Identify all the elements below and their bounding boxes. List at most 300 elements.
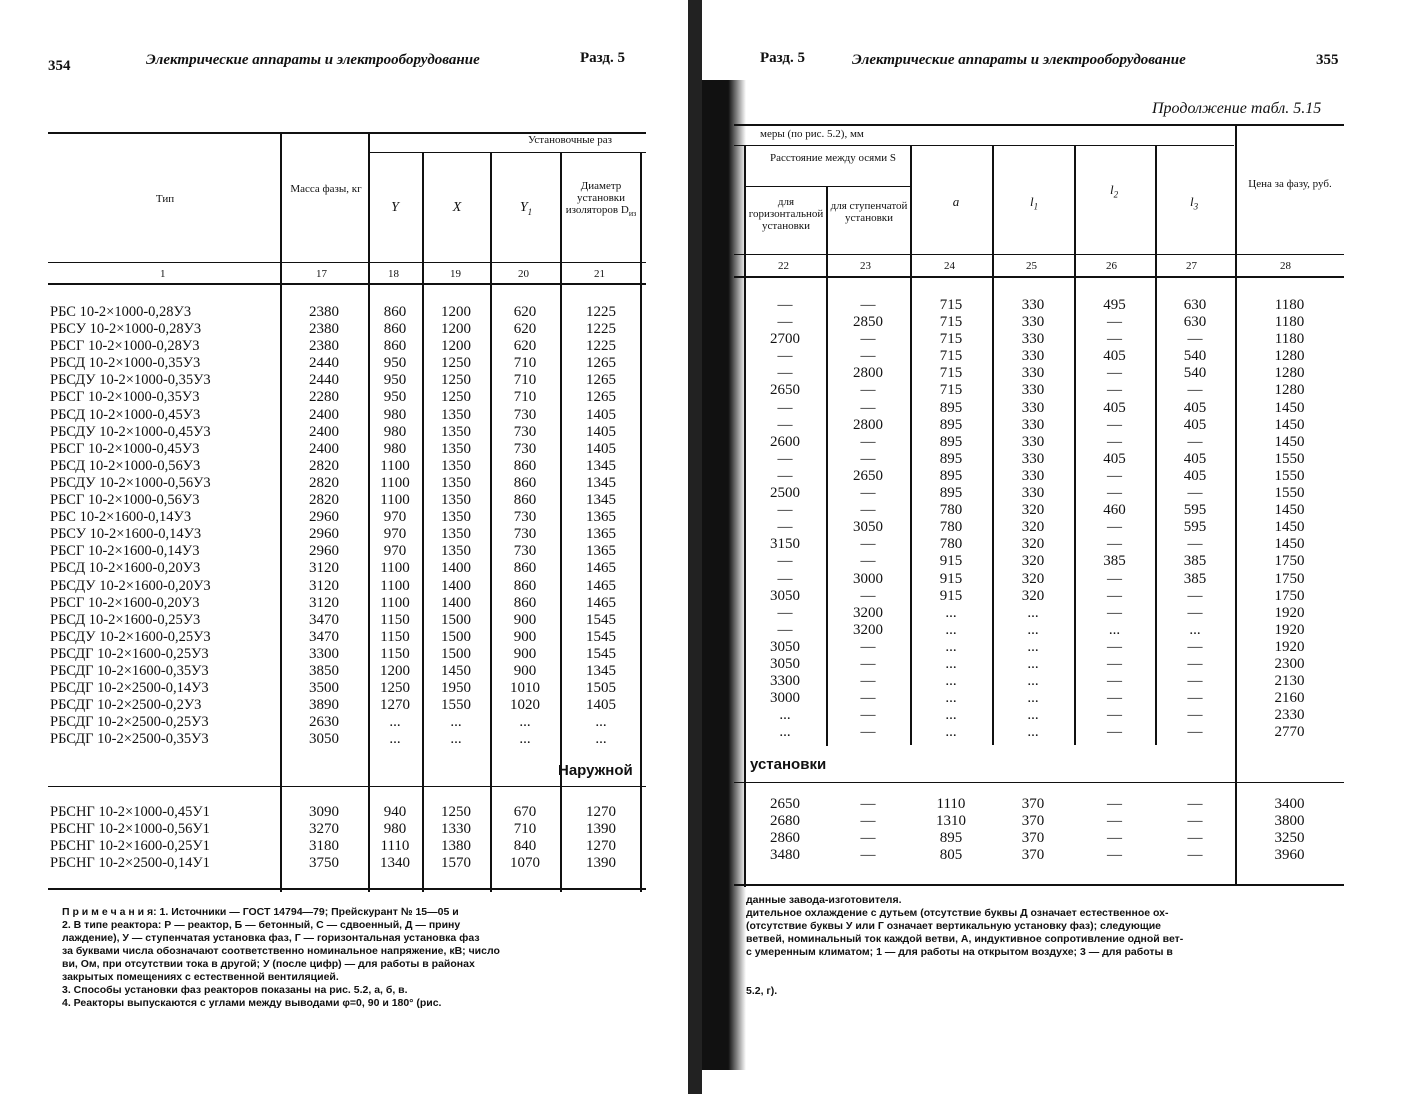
table-row [744,314,1344,331]
table-cell: 895 [939,416,963,433]
table-cell: 1465 [586,577,616,594]
col-header-l3: $l_3$ [1189,194,1199,212]
table-row [48,560,642,577]
table-cell: 1180 [1274,314,1305,331]
table-cell: 330 [1021,485,1045,502]
table-row [744,400,1344,417]
table-cell: 710 [513,389,537,406]
table-cell: РБСД 10-2×1000-0,56У3 [50,457,201,474]
table-cell: 1550 [1274,450,1305,467]
table-cell: 320 [1021,553,1045,570]
table-cell: 330 [1021,467,1045,484]
table-cell: 980 [383,440,407,457]
table-cell: — [1107,331,1122,348]
table-cell: 1200 [441,304,471,320]
section-heading-outdoor: установки [750,756,827,773]
table-cell: РБСУ 10-2×1600-0,14У3 [50,526,202,543]
table-cell: — [860,830,876,847]
table-cell: 620 [513,338,537,355]
table-cell: — [1187,830,1203,847]
table-row [48,304,642,321]
table-cell: 370 [1021,847,1045,864]
table-cell: 2300 [1274,655,1305,672]
table-cell: 730 [513,509,537,526]
col-header-diameter: Диаметр установки изоляторов $D_{из}$ [565,180,637,219]
table-cell: ... [779,707,791,724]
table-cell: — [1187,433,1203,450]
table-cell: 1750 [1274,570,1305,587]
col-number: 27 [1186,260,1197,272]
table-cell: 540 [1183,365,1207,382]
table-row [744,707,1344,724]
table-cell: 2850 [853,314,883,331]
col-header-type: Тип [155,193,175,205]
table-cell: РБСД 10-2×1600-0,25У3 [50,611,201,628]
table-cell: 1100 [380,492,410,509]
table-cell: 1150 [380,645,410,662]
note-line: данные завода-изготовителя. [746,894,902,906]
table-cell: 2820 [309,457,339,474]
table-cell: — [1107,604,1122,621]
table-cell: — [1107,365,1122,382]
notes-right [746,894,1346,998]
table-cell: 715 [939,314,963,331]
table-cell: 370 [1021,796,1045,812]
table-cell: 710 [513,355,537,372]
note-line: закрытых помещениях с естественной вентиляцией. [62,971,339,983]
table-cell: 1345 [586,474,616,491]
table-cell: 860 [513,594,537,611]
table-cell: — [860,433,876,450]
table-cell: 860 [513,474,537,491]
table-cell: — [860,847,876,864]
table-cell: 3180 [309,838,339,855]
table-cell: 2770 [1274,724,1305,741]
table-cell: — [1187,673,1203,690]
table-cell: 1250 [441,372,471,389]
table-cell: 900 [513,628,537,645]
table-row [744,622,1344,639]
table-cell: ... [1027,707,1039,724]
table-cell: РБСНГ 10-2×2500-0,14У1 [50,855,210,872]
table-cell: 495 [1103,297,1126,313]
table-cell: 895 [939,450,963,467]
table-cell: 1200 [441,338,471,355]
table-row [48,321,642,338]
col-number: 23 [860,260,871,272]
table-cell: 330 [1021,399,1045,416]
table-row [744,571,1344,588]
right-page [700,0,1402,1094]
col-header-y1: $Y_1$ [519,200,533,217]
table-cell: 2440 [309,372,339,389]
table-cell: 2680 [770,813,800,830]
table-cell: 860 [383,321,407,338]
table-cell: 1225 [586,321,616,338]
table-cell: РБС 10-2×1000-0,28У3 [50,304,192,320]
col-number: 20 [518,268,529,280]
table-cell: 630 [1183,314,1207,331]
table-cell: РБСУ 10-2×1000-0,28У3 [50,321,202,338]
col-number: 22 [778,260,789,272]
table-cell: — [860,348,876,365]
table-cell: ... [1027,638,1039,655]
table-cell: 3270 [309,821,339,838]
table-cell: — [1107,587,1122,604]
table-cell: 330 [1021,450,1045,467]
table-row [48,458,642,475]
table-cell: — [1187,638,1203,655]
table-cell: 1270 [380,697,410,714]
table-cell: 950 [383,355,407,372]
table-row [744,830,1344,847]
table-cell: 3050 [770,638,800,655]
table-row [48,372,642,389]
table-cell: 3050 [309,731,339,748]
table-cell: 3200 [853,604,883,621]
table-cell: РБСНГ 10-2×1600-0,25У1 [50,838,210,855]
table-cell: 895 [939,433,963,450]
table-cell: 895 [939,830,963,847]
note-line: ветвей, номинальный ток каждой ветви, А, индуктивное сопротивление одной вет- [746,933,1184,945]
table-cell: 1350 [441,406,471,423]
col-header-group: Установочные раз [527,134,613,146]
table-cell: 1545 [586,628,616,645]
table-cell: РБСДУ 10-2×1000-0,56У3 [50,474,211,491]
table-cell: 1405 [586,697,616,714]
table-cell: 370 [1021,830,1045,847]
table-cell: РБСДГ 10-2×2500-0,2У3 [50,697,202,714]
table-cell: 1350 [441,526,471,543]
table-cell: — [860,724,876,741]
table-cell: — [1107,707,1122,724]
header-mid-rule [734,254,1344,255]
table-cell: 620 [513,304,537,320]
table-row [744,417,1344,434]
table-row [48,526,642,543]
table-cell: 385 [1183,570,1207,587]
table-cell: 320 [1021,570,1045,587]
table-cell: 1350 [441,457,471,474]
table-cell: 1400 [441,594,471,611]
table-cell: РБСД 10-2×1000-0,35У3 [50,355,201,372]
table-cell: 2400 [309,440,339,457]
table-row [48,663,642,680]
table-cell: — [1107,433,1122,450]
table-cell: 730 [513,440,537,457]
table-cell: 330 [1021,382,1045,399]
table-cell: — [860,331,876,348]
col-number: 17 [316,268,327,280]
table-cell: 1110 [936,796,966,812]
table-cell: 1150 [380,611,410,628]
section-label-left: Разд. 5 [580,50,626,66]
table-cell: — [777,314,793,331]
col-number: 1 [160,268,166,280]
table-cell: 320 [1021,536,1045,553]
table-cell: 1225 [586,304,616,320]
table-row [48,629,642,646]
table-cell: ... [595,714,607,731]
table-cell: 3120 [309,560,339,577]
table-cell: 1100 [380,560,410,577]
table-cell: — [777,348,793,365]
table-row [744,519,1344,536]
table-row [744,451,1344,468]
col-header-mass: Масса фазы, кг [290,183,362,195]
table-cell: 780 [939,502,963,519]
table-cell: 940 [383,804,407,820]
table-cell: 1365 [586,543,616,560]
table-cell: 2650 [853,467,883,484]
table-cell: 2500 [770,485,800,502]
table-cell: ... [945,638,957,655]
table-row [48,424,642,441]
table-cell: ... [519,714,531,731]
table-cell: 385 [1103,553,1126,570]
table-row [744,553,1344,570]
table-row [744,813,1344,830]
header-sub-rule [746,186,910,187]
table-cell: 895 [939,485,963,502]
table-row [744,673,1344,690]
table-cell: — [1107,638,1122,655]
table-cell: 1265 [586,389,616,406]
header-bottom-rule [48,283,646,285]
table-cell: 1365 [586,526,616,543]
table-cell: 1280 [1274,365,1305,382]
table-cell: — [860,587,876,604]
table-cell: — [860,382,876,399]
table-cell: — [777,502,793,519]
table-cell: 860 [513,577,537,594]
table-row [48,646,642,663]
table-cell: 2960 [309,543,339,560]
table-cell: ... [1108,621,1121,638]
table-cell: 1465 [586,594,616,611]
section-label-right: Разд. 5 [760,50,806,66]
table-bottom-rule [734,884,1344,886]
table-cell: 2860 [770,830,800,847]
header-top-rule [734,124,1344,126]
table-cell: 405 [1103,450,1126,467]
note-line: 5.2, г). [746,985,778,997]
col-header-step: для ступенчатой установки [830,200,908,224]
table-row [48,612,642,629]
table-cell: ... [779,724,791,741]
table-cell: 3470 [309,611,339,628]
table-cell: 1450 [1274,519,1305,536]
table-cell: 2130 [1274,673,1305,690]
table-cell: 2650 [770,796,800,812]
table-cell: ... [1027,673,1039,690]
table-row [744,724,1344,741]
table-cell: 3890 [309,697,339,714]
table-row [744,690,1344,707]
col-header-y: Y [391,200,399,215]
table-cell: 1390 [586,821,616,838]
table-row [744,847,1344,864]
table-cell: — [1187,604,1203,621]
table-cell: — [860,673,876,690]
table-cell: 1345 [586,492,616,509]
table-cell: 330 [1021,297,1045,313]
table-cell: 970 [383,526,407,543]
table-row [744,605,1344,622]
table-cell: 840 [513,838,537,855]
table-cell: 1100 [380,457,410,474]
table-cell: РБСДГ 10-2×1600-0,35У3 [50,662,209,679]
table-cell: 1200 [441,321,471,338]
table-cell: 3150 [770,536,800,553]
table-cell: 1280 [1274,348,1305,365]
col-header-spacing: Расстояние между осями S [770,152,896,164]
table-cell: 860 [513,457,537,474]
note-line: 2. В типе реактора: Р — реактор, Б — бетонный, С — сдвоенный, Д — прину [62,919,461,931]
table-cell: 730 [513,543,537,560]
table-cell: 1450 [1274,416,1305,433]
table-cell: 1180 [1274,331,1305,348]
table-cell: 2650 [770,382,800,399]
note-line: (отсутствие буквы У или Г означает вертикальную установку фаз); следующие [746,920,1162,932]
table-cell: РБСГ 10-2×1000-0,35У3 [50,389,200,406]
table-cell: 710 [513,372,537,389]
table-cell: — [860,655,876,672]
table-cell: 2330 [1274,707,1305,724]
table-cell: — [1187,707,1203,724]
table-cell: РБСДГ 10-2×1600-0,25У3 [50,645,209,662]
table-cell: 330 [1021,433,1045,450]
note-line: дительное охлаждение с дутьем (отсутствие буквы Д означает естественное ох- [746,907,1169,919]
table-cell: 1365 [586,509,616,526]
table-cell: 2440 [309,355,339,372]
table-row [48,407,642,424]
table-row [744,656,1344,673]
note-line: лаждение), У — ступенчатая установка фаз, Г — горизонтальная установка фаз [62,932,480,944]
table-cell: ... [1027,604,1039,621]
table-cell: — [860,638,876,655]
table-cell: 3400 [1274,796,1305,812]
table-cell: 1400 [441,560,471,577]
table-cell: ... [389,714,401,731]
table-cell: 1010 [510,680,540,697]
table-cell: — [1187,536,1203,553]
table-cell: 2280 [309,389,339,406]
table-row [744,588,1344,605]
table-row [48,804,642,821]
table-cell: 1950 [441,680,471,697]
table-cell: ... [945,621,957,638]
table-cell: 1350 [441,423,471,440]
page-number-left: 354 [48,58,71,74]
table-cell: 2820 [309,474,339,491]
table-cell: 2160 [1274,690,1305,707]
table-cell: 2960 [309,526,339,543]
table-cell: 1225 [586,338,616,355]
table-row [744,382,1344,399]
note-line [746,972,1346,985]
table-row [744,536,1344,553]
table-row [48,492,642,509]
table-cell: 3050 [770,655,800,672]
table-row [48,389,642,406]
table-cell: 1310 [936,813,966,830]
table-cell: 1465 [586,560,616,577]
table-cell: РБСД 10-2×1600-0,20У3 [50,560,201,577]
table-row [744,796,1344,813]
table-row [48,441,642,458]
table-cell: 620 [513,321,537,338]
table-cell: 1390 [586,855,616,872]
table-cell: 405 [1183,467,1207,484]
table-cell: — [777,621,793,638]
table-cell: 710 [513,821,537,838]
table-cell: 3050 [853,519,883,536]
table-cell: — [1107,724,1122,741]
table-cell: 950 [383,372,407,389]
table-cell: — [1187,331,1203,348]
table-row [48,714,642,731]
table-row [744,502,1344,519]
table-cell: ... [945,707,957,724]
col-header-group: меры (по рис. 5.2), мм [760,128,864,140]
table-cell: 460 [1103,502,1126,519]
note-line: 4. Реакторы выпускаются с углами между выводами φ=0, 90 и 180° (рис. [62,997,442,1009]
table-cell: ... [1027,621,1039,638]
table-cell: 405 [1183,399,1207,416]
table-cell: — [777,604,793,621]
outdoor-table-right [744,796,1344,864]
table-cell: 1545 [586,611,616,628]
table-cell: ... [945,673,957,690]
table-cell: 2380 [309,321,339,338]
table-cell: 3800 [1274,813,1305,830]
table-cell: ... [1027,724,1039,741]
table-cell: ... [1189,621,1201,638]
table-cell: 2630 [309,714,339,731]
table-cell: ... [945,690,957,707]
table-cell: 715 [939,297,963,313]
table-cell: — [1107,655,1122,672]
scan-shadow [702,80,746,1070]
table-cell: 2380 [309,338,339,355]
table-cell: РБСДУ 10-2×1000-0,35У3 [50,372,211,389]
table-cell: 595 [1183,519,1207,536]
table-cell: РБСГ 10-2×1000-0,56У3 [50,492,200,509]
table-cell: 1250 [441,389,471,406]
table-cell: 320 [1021,502,1045,519]
table-cell: 1545 [586,645,616,662]
table-cell: — [1107,519,1122,536]
table-cell: — [1107,690,1122,707]
table-cell: 715 [939,365,963,382]
table-row [48,680,642,697]
col-number: 21 [594,268,605,280]
table-row [48,509,642,526]
table-cell: 1270 [586,838,616,855]
table-cell: 1270 [586,804,616,820]
table-cell: 1265 [586,355,616,372]
table-row [48,838,642,855]
col-number: 28 [1280,260,1291,272]
table-cell: 970 [383,543,407,560]
table-cell: — [860,485,876,502]
table-cell: — [860,690,876,707]
table-cell: 405 [1103,348,1126,365]
table-cell: 1350 [441,474,471,491]
table-cell: — [777,570,793,587]
table-row [48,731,642,748]
